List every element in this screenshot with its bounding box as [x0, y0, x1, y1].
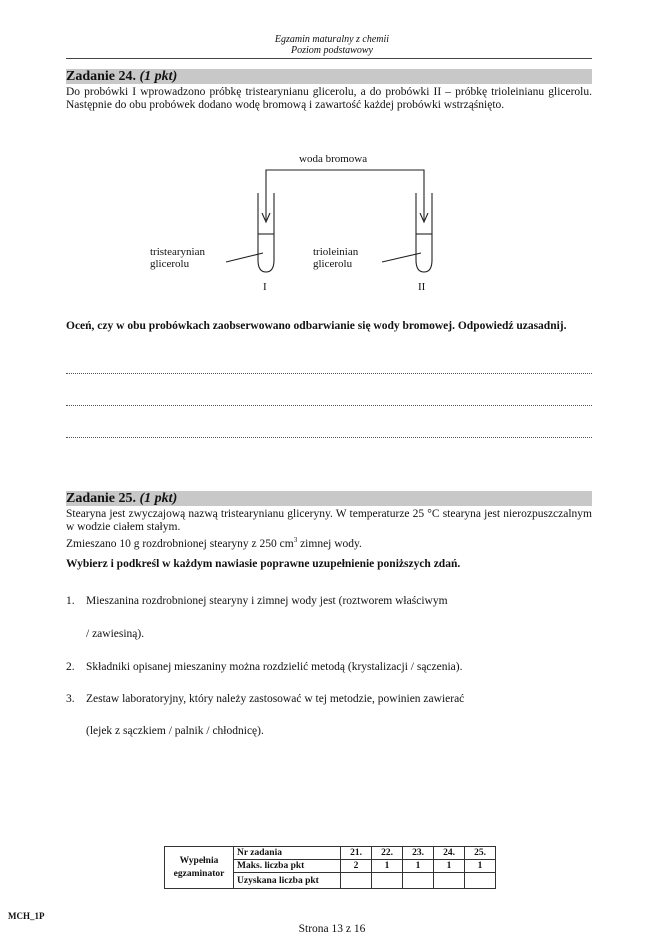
- task-25-intro-1: Stearyna jest zwyczajową nazwą tristearynianu gliceryny. W temperaturze 25 °C stearyna jest nierozpuszczalnym w wodzie ciałem stałym.: [66, 508, 592, 533]
- max-points-cell: 1: [372, 860, 403, 873]
- list-item: [66, 693, 592, 743]
- tube-2-label: II: [418, 281, 426, 293]
- item-number: 3.: [66, 693, 75, 705]
- score-input-cell[interactable]: [465, 873, 496, 889]
- answer-line-2[interactable]: [66, 405, 592, 406]
- list-item: [66, 661, 592, 676]
- intro-2-superscript: 3: [293, 536, 298, 544]
- score-input-cell[interactable]: [372, 873, 403, 889]
- label-cell: Maks. liczba pkt: [234, 860, 341, 873]
- task-25-instruction: Wybierz i podkreśl w każdym nawiasie poprawne uzupełnienie poniższych zdań.: [66, 558, 461, 570]
- label-cell: Nr zadania: [234, 847, 341, 860]
- item-text[interactable]: Składniki opisanej mieszaniny można rozdzielić metodą (krystalizacji / sączenia).: [86, 661, 463, 673]
- max-points-cell: 1: [403, 860, 434, 873]
- left-substance-line-2: glicerolu: [150, 258, 190, 270]
- pointer-right: [382, 253, 421, 262]
- task-24-label: Zadanie 24.: [66, 69, 137, 84]
- tube-1-label: I: [263, 281, 267, 293]
- reagent-label: woda bromowa: [299, 153, 368, 165]
- list-item: [66, 595, 592, 645]
- max-points-cell: 2: [341, 860, 372, 873]
- score-input-cell[interactable]: [434, 873, 465, 889]
- row-header-cell: Wypełnia egzaminator: [165, 847, 234, 889]
- task-number-cell: 22.: [372, 847, 403, 860]
- task-25-label: Zadanie 25.: [66, 491, 137, 506]
- task-24-question: Oceń, czy w obu probówkach zaobserwowano odbarwianie się wody bromowej. Odpowiedź uzasadnij.: [66, 320, 567, 332]
- score-input-cell[interactable]: [341, 873, 372, 889]
- header-level: Poziom podstawowy: [291, 45, 373, 56]
- item-text[interactable]: Zestaw laboratoryjny, który należy zastosować w tej metodzie, powinien zawierać: [86, 693, 465, 705]
- exam-code: MCH_1P: [8, 911, 45, 921]
- task-number-cell: 24.: [434, 847, 465, 860]
- right-substance-line-2: glicerolu: [313, 258, 353, 270]
- max-points-cell: 1: [465, 860, 496, 873]
- intro-2-text: Zmieszano 10 g rozdrobnionej stearyny z 250 cm: [66, 537, 294, 550]
- task-24-intro: Do probówki I wprowadzono próbkę tristearynianu glicerolu, a do probówki II – próbkę trioleinianu glicerolu. Następnie do obu probówek dodano wodę bromową i zawartość każdej probówki wstrząśnięto.: [66, 86, 592, 111]
- item-text-cont[interactable]: / zawiesiną).: [86, 628, 145, 640]
- page-number: Strona 13 z 16: [298, 923, 366, 935]
- left-substance-line-1: tristearynian: [150, 246, 205, 258]
- label-cell: Uzyskana liczba pkt: [234, 873, 341, 889]
- max-points-cell: 1: [434, 860, 465, 873]
- left-substance-label: [150, 246, 205, 270]
- header-exam-title: Egzamin maturalny z chemii: [274, 34, 390, 45]
- score-table: [164, 846, 496, 889]
- right-substance-line-1: trioleinian: [313, 246, 359, 258]
- task-25-points: (1 pkt): [139, 491, 178, 506]
- reagent-line: [266, 170, 424, 220]
- task-number-cell: 25.: [465, 847, 496, 860]
- task-25-intro-2: [66, 534, 592, 551]
- item-number: 2.: [66, 661, 75, 673]
- table-row: [165, 847, 496, 860]
- item-text[interactable]: Mieszanina rozdrobnionej stearyny i zimnej wody jest (roztworem właściwym: [86, 595, 448, 607]
- task-25-title: [66, 491, 177, 506]
- item-number: 1.: [66, 595, 75, 607]
- score-input-cell[interactable]: [403, 873, 434, 889]
- answer-line-3[interactable]: [66, 437, 592, 438]
- right-substance-label: [313, 246, 358, 270]
- answer-line-1[interactable]: [66, 373, 592, 374]
- task-24-points: (1 pkt): [139, 69, 178, 84]
- task-number-cell: 21.: [341, 847, 372, 860]
- item-text-cont[interactable]: (lejek z sączkiem / palnik / chłodnicę).: [86, 725, 264, 737]
- task-number-cell: 23.: [403, 847, 434, 860]
- intro-2-text-end: zimnej wody.: [297, 537, 362, 550]
